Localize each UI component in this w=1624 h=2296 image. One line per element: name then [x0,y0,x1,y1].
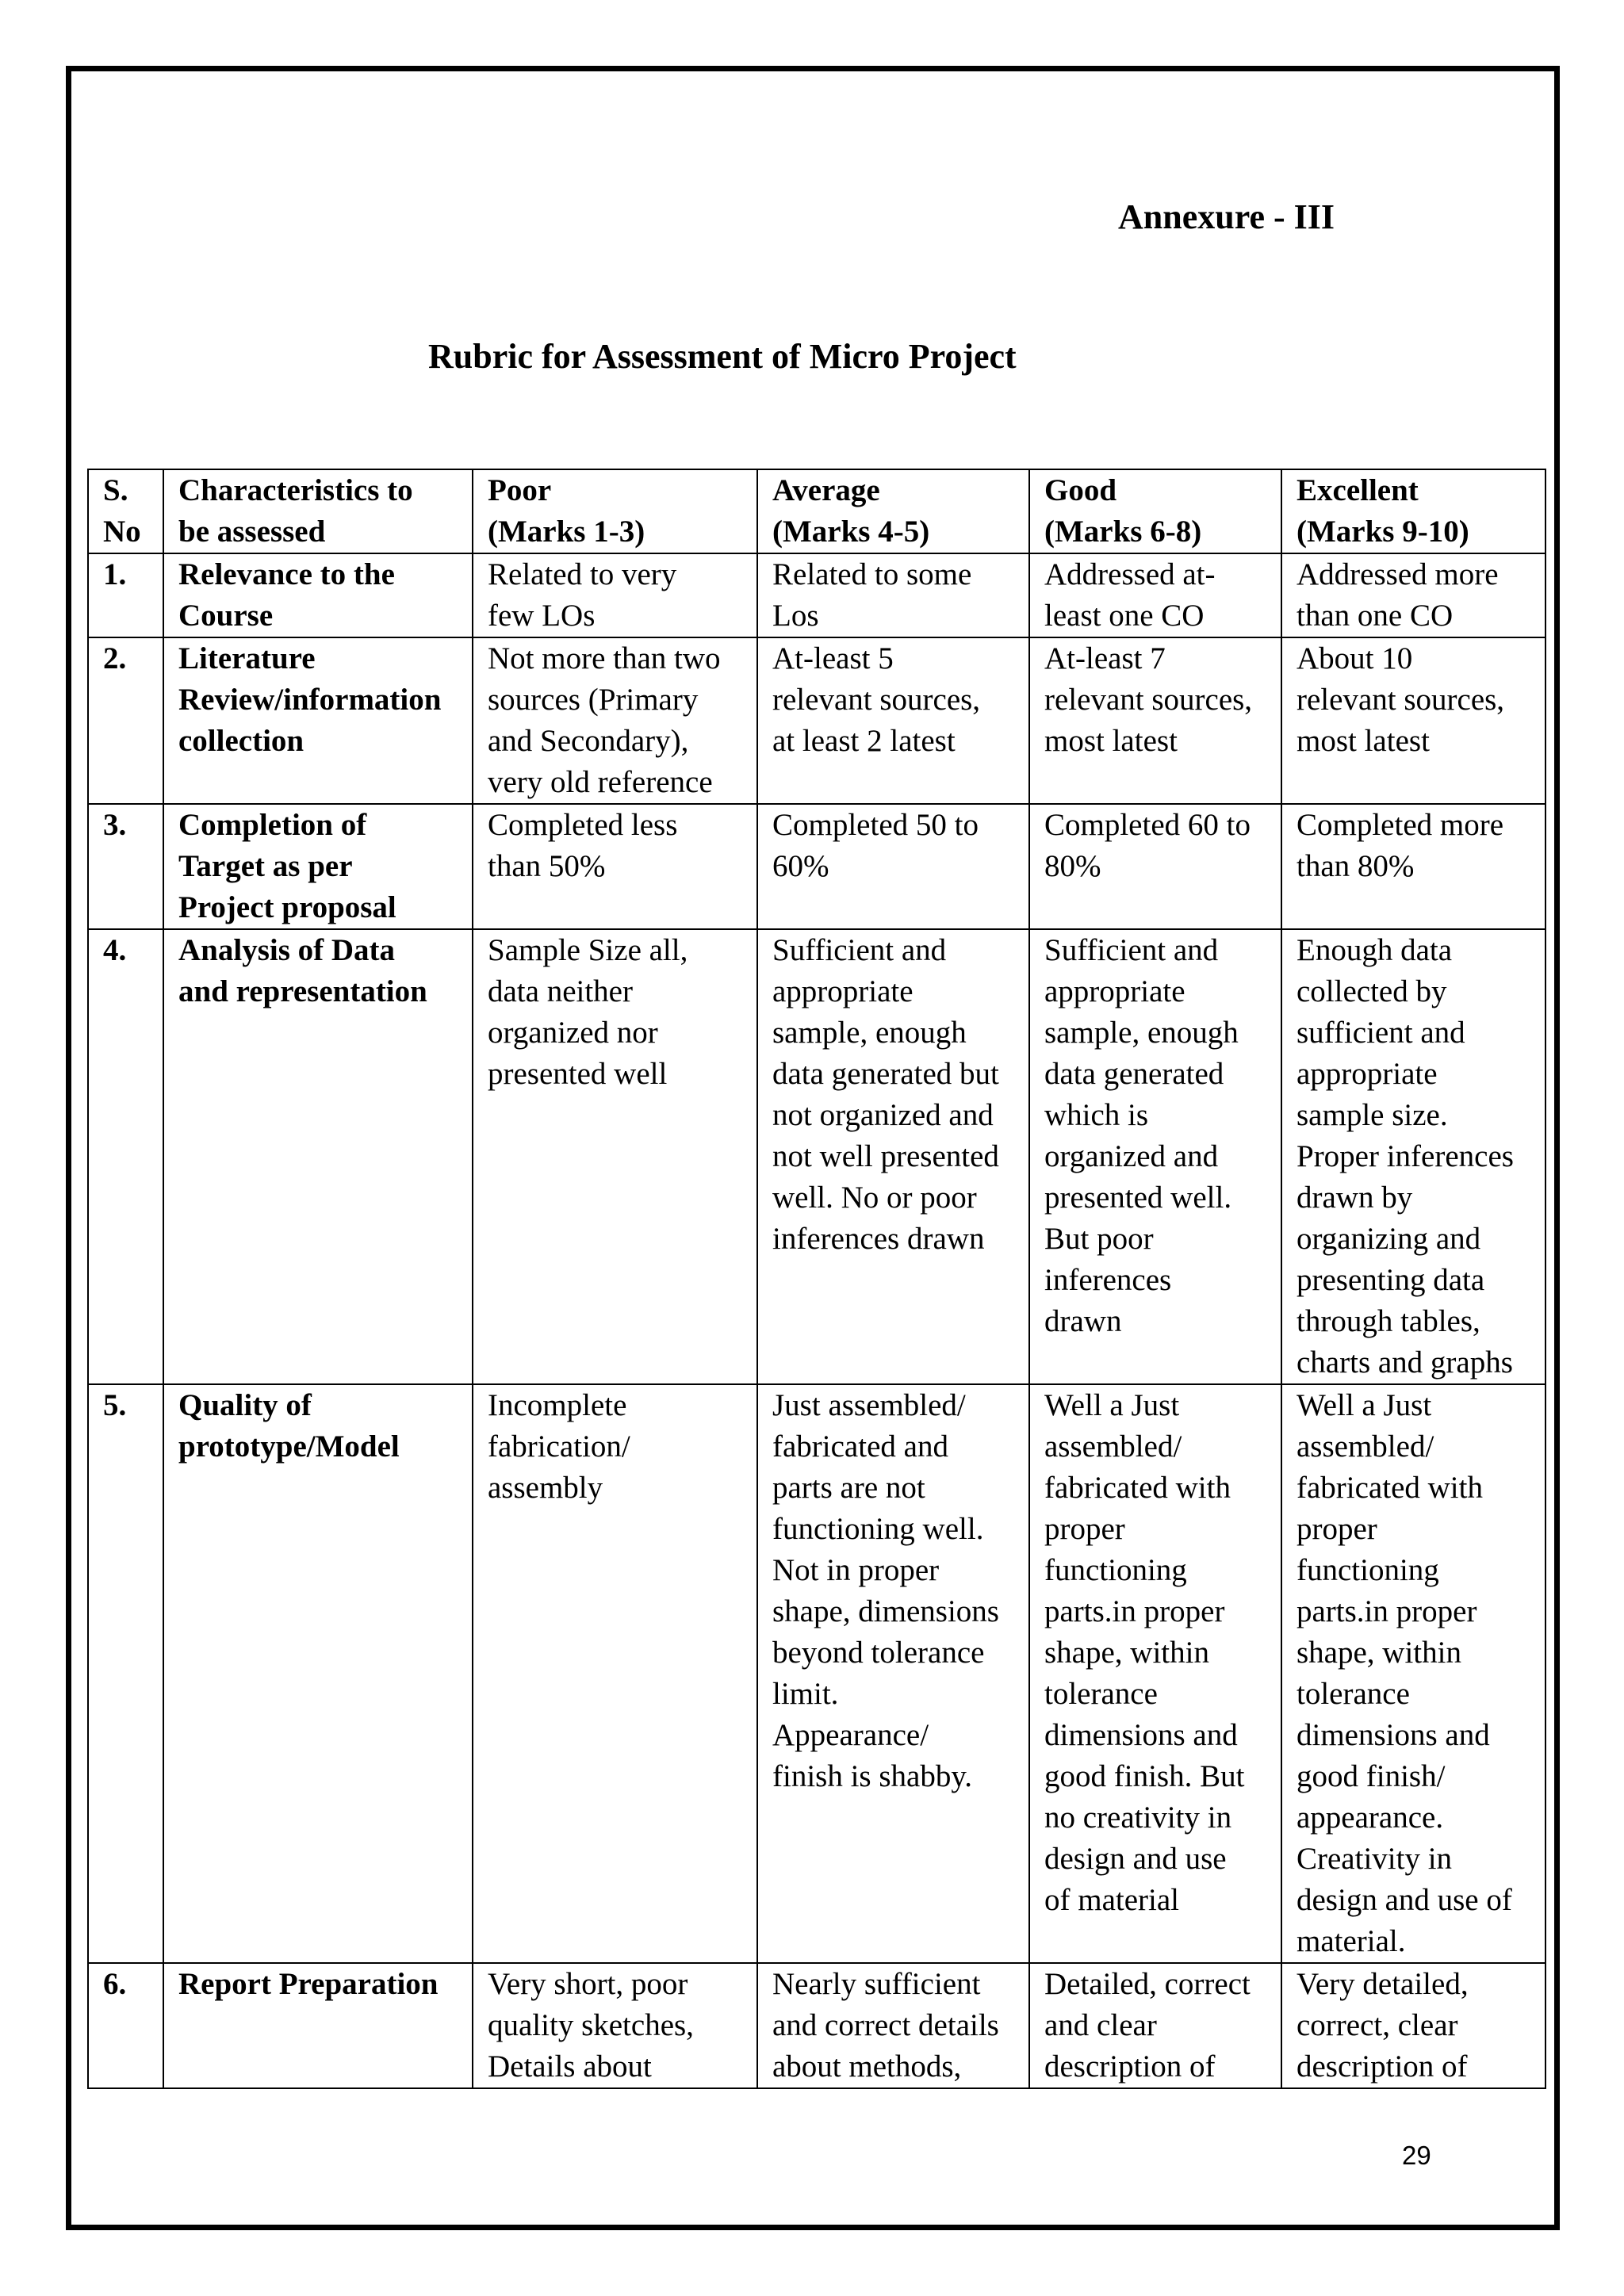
cell-sno: 4. [88,929,163,1384]
table-row [88,804,1545,929]
cell-sno: 2. [88,637,163,804]
cell-average: Nearly sufficient and correct details about methods, [757,1963,1029,2088]
cell-excellent: Addressed more than one CO [1281,553,1545,637]
cell-good: Sufficient and appropriate sample, enough data generated which is organized and presented well. But poor inferences drawn [1029,929,1281,1384]
header-average: Average (Marks 4-5) [757,469,1029,553]
cell-characteristic: Relevance to the Course [163,553,473,637]
cell-poor: Incomplete fabrication/ assembly [473,1384,757,1963]
cell-excellent: Completed more than 80% [1281,804,1545,929]
cell-average: Sufficient and appropriate sample, enough data generated but not organized and not well presented well. No or poor inferences drawn [757,929,1029,1384]
cell-characteristic: Literature Review/information collection [163,637,473,804]
table-row [88,1384,1545,1963]
table-row [88,1963,1545,2088]
cell-average: Related to some Los [757,553,1029,637]
cell-poor: Not more than two sources (Primary and Secondary), very old reference [473,637,757,804]
cell-good: At-least 7 relevant sources, most latest [1029,637,1281,804]
cell-excellent: Well a Just assembled/ fabricated with proper functioning parts.in proper shape, within tolerance dimensions and good finish/ appearance. Creativity in design and use of material. [1281,1384,1545,1963]
header-good: Good (Marks 6-8) [1029,469,1281,553]
cell-characteristic: Report Preparation [163,1963,473,2088]
header-sno: S. No [88,469,163,553]
cell-average: Completed 50 to 60% [757,804,1029,929]
header-characteristic: Characteristics to be assessed [163,469,473,553]
cell-good: Addressed at- least one CO [1029,553,1281,637]
table-row [88,553,1545,637]
cell-good: Well a Just assembled/ fabricated with proper functioning parts.in proper shape, within tolerance dimensions and good finish. But no creativity in design and use of material [1029,1384,1281,1963]
header-poor: Poor (Marks 1-3) [473,469,757,553]
cell-excellent: Very detailed, correct, clear description of [1281,1963,1545,2088]
page-number: 29 [1402,2141,1431,2170]
cell-sno: 3. [88,804,163,929]
cell-poor: Completed less than 50% [473,804,757,929]
cell-sno: 6. [88,1963,163,2088]
cell-poor: Very short, poor quality sketches, Details about [473,1963,757,2088]
cell-good: Detailed, correct and clear description of [1029,1963,1281,2088]
table-header-row [88,469,1545,553]
rubric-table [87,469,1546,2089]
cell-excellent: Enough data collected by sufficient and appropriate sample size. Proper inferences drawn by organizing and presenting data through tables, charts and graphs [1281,929,1545,1384]
annexure-heading: Annexure - III [1118,197,1335,236]
page-title: Rubric for Assessment of Micro Project [428,337,1017,376]
cell-good: Completed 60 to 80% [1029,804,1281,929]
table-row [88,929,1545,1384]
header-excellent: Excellent (Marks 9-10) [1281,469,1545,553]
cell-average: At-least 5 relevant sources, at least 2 latest [757,637,1029,804]
cell-characteristic: Analysis of Data and representation [163,929,473,1384]
cell-average: Just assembled/ fabricated and parts are not functioning well. Not in proper shape, dimensions beyond tolerance limit. Appearance/ finish is shabby. [757,1384,1029,1963]
table-row [88,637,1545,804]
cell-characteristic: Quality of prototype/Model [163,1384,473,1963]
cell-sno: 5. [88,1384,163,1963]
cell-excellent: About 10 relevant sources, most latest [1281,637,1545,804]
cell-poor: Sample Size all, data neither organized nor presented well [473,929,757,1384]
cell-sno: 1. [88,553,163,637]
cell-characteristic: Completion of Target as per Project proposal [163,804,473,929]
cell-poor: Related to very few LOs [473,553,757,637]
